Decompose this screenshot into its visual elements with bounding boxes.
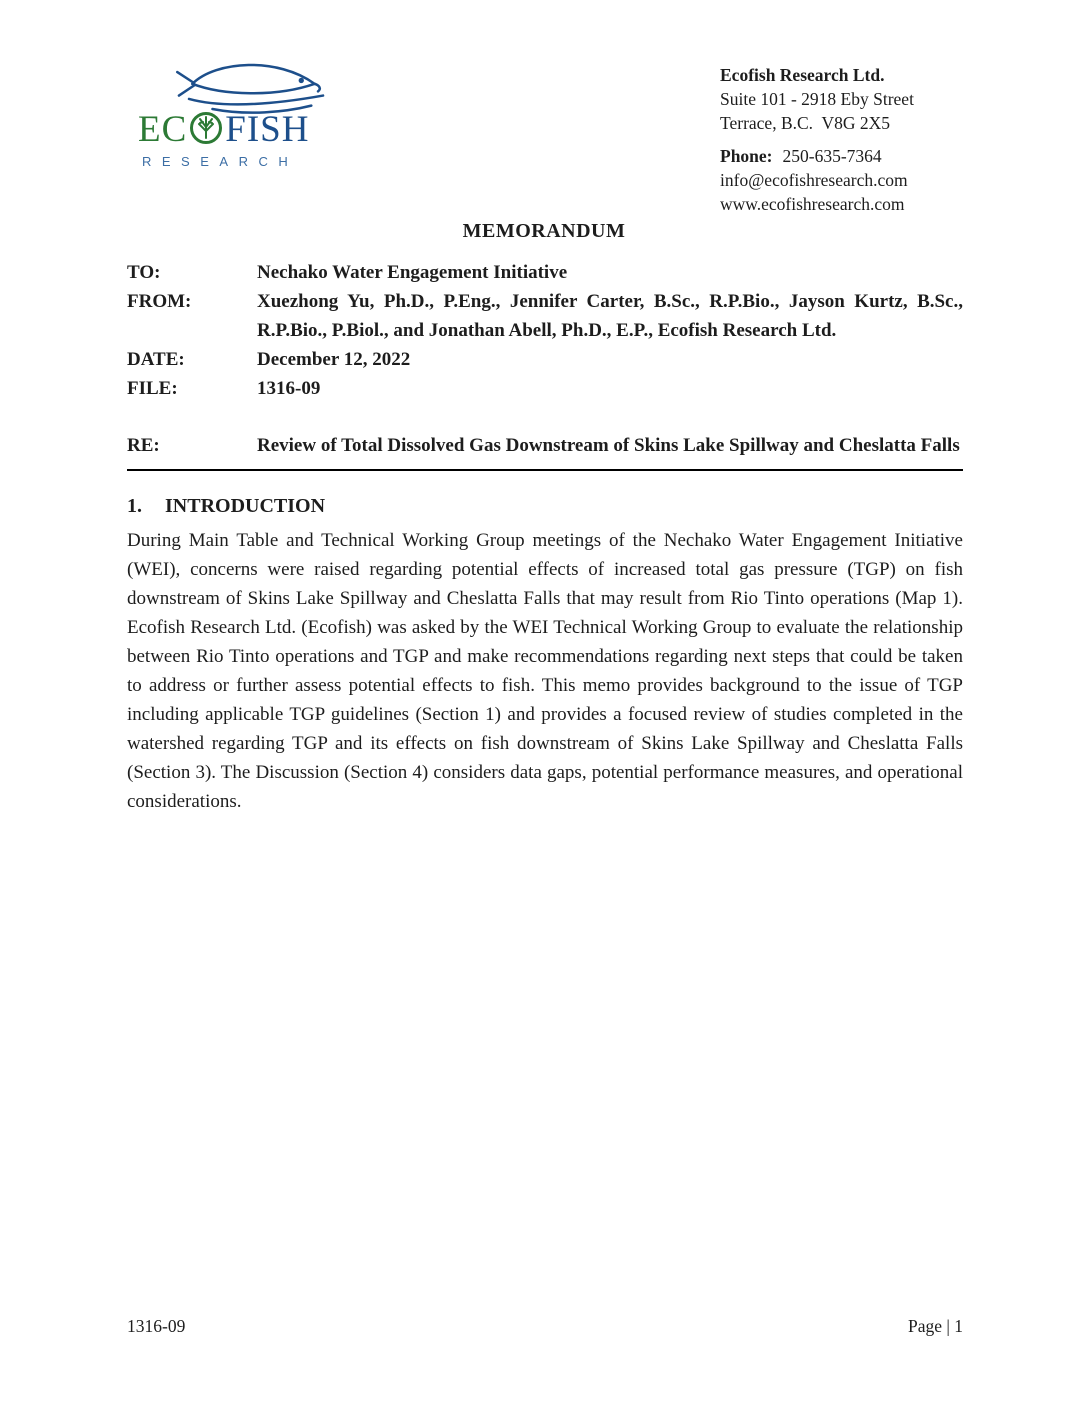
ecofish-logo — [138, 52, 348, 169]
logo-text-fish: FISH — [225, 109, 310, 150]
meta-row-date — [127, 345, 963, 374]
logo-text-research: RESEARCH — [142, 154, 299, 169]
website-url: www.ecofishresearch.com — [720, 194, 905, 214]
file-label: FILE: — [127, 378, 178, 399]
phone-label: Phone: — [720, 146, 773, 166]
section-1-heading — [127, 493, 963, 519]
date-value: December 12, 2022 — [257, 349, 411, 370]
header-divider-rule — [127, 469, 963, 471]
footer-file-number: 1316-09 — [127, 1316, 186, 1336]
meta-row-file — [127, 374, 963, 403]
address-line-2: Terrace, B.C. V8G 2X5 — [720, 113, 891, 133]
email-address: info@ecofishresearch.com — [720, 170, 908, 190]
to-label: TO: — [127, 262, 161, 283]
from-value: Xuezhong Yu, Ph.D., P.Eng., Jennifer Carter, B.Sc., R.P.Bio., Jayson Kurtz, B.Sc., R.P.Bio., P.Biol., and Jonathan Abell, Ph.D., E.P., Ecofish Research Ltd. — [257, 291, 963, 341]
memo-content — [127, 258, 963, 816]
company-name: Ecofish Research Ltd. — [720, 65, 885, 85]
re-label: RE: — [127, 435, 160, 456]
letterhead-contact-block — [720, 63, 1020, 216]
tree-in-circle-icon — [188, 110, 224, 153]
page-footer — [127, 1316, 963, 1337]
section-1-title: INTRODUCTION — [165, 495, 326, 517]
meta-row-re — [127, 431, 963, 460]
footer-page-number: Page | 1 — [907, 1316, 963, 1336]
fish-icon — [166, 52, 336, 114]
date-label: DATE: — [127, 349, 185, 370]
introduction-paragraph: During Main Table and Technical Working Group meetings of the Nechako Water Engagement Initiative (WEI), concerns were raised regarding potential effects of increased total gas pressure (TGP) on fish downstream of Skins Lake Spillway and Cheslatta Falls that may result from Rio Tinto operations (Map 1). Ecofish Research Ltd. (Ecofish) was asked by the WEI Technical Working Group to evaluate the relationship between Rio Tinto operations and TGP and make recommendations regarding next steps that could be taken to address or further assess potential effects to fish. This memo provides background to the issue of TGP including applicable TGP guidelines (Section 1) and provides a focused review of studies completed in the watershed regarding TGP and its effects on fish downstream of Skins Lake Spillway and Cheslatta Falls (Section 3). The Discussion (Section 4) considers data gaps, potential performance measures, and operational considerations. — [127, 530, 963, 812]
from-label: FROM: — [127, 291, 192, 312]
meta-row-to — [127, 258, 963, 287]
phone-row — [720, 144, 1020, 168]
to-value: Nechako Water Engagement Initiative — [257, 262, 568, 283]
meta-row-from — [127, 287, 963, 345]
logo-wordmark — [138, 108, 348, 151]
re-subject: Review of Total Dissolved Gas Downstream of Skins Lake Spillway and Cheslatta Falls — [257, 435, 960, 456]
file-value: 1316-09 — [257, 378, 321, 399]
memo-title: MEMORANDUM — [462, 220, 626, 242]
section-1-number: 1. — [127, 495, 142, 517]
logo-text-eco: EC — [138, 109, 188, 150]
address-line-1: Suite 101 - 2918 Eby Street — [720, 89, 914, 109]
phone-number: 250-635-7364 — [782, 146, 882, 166]
